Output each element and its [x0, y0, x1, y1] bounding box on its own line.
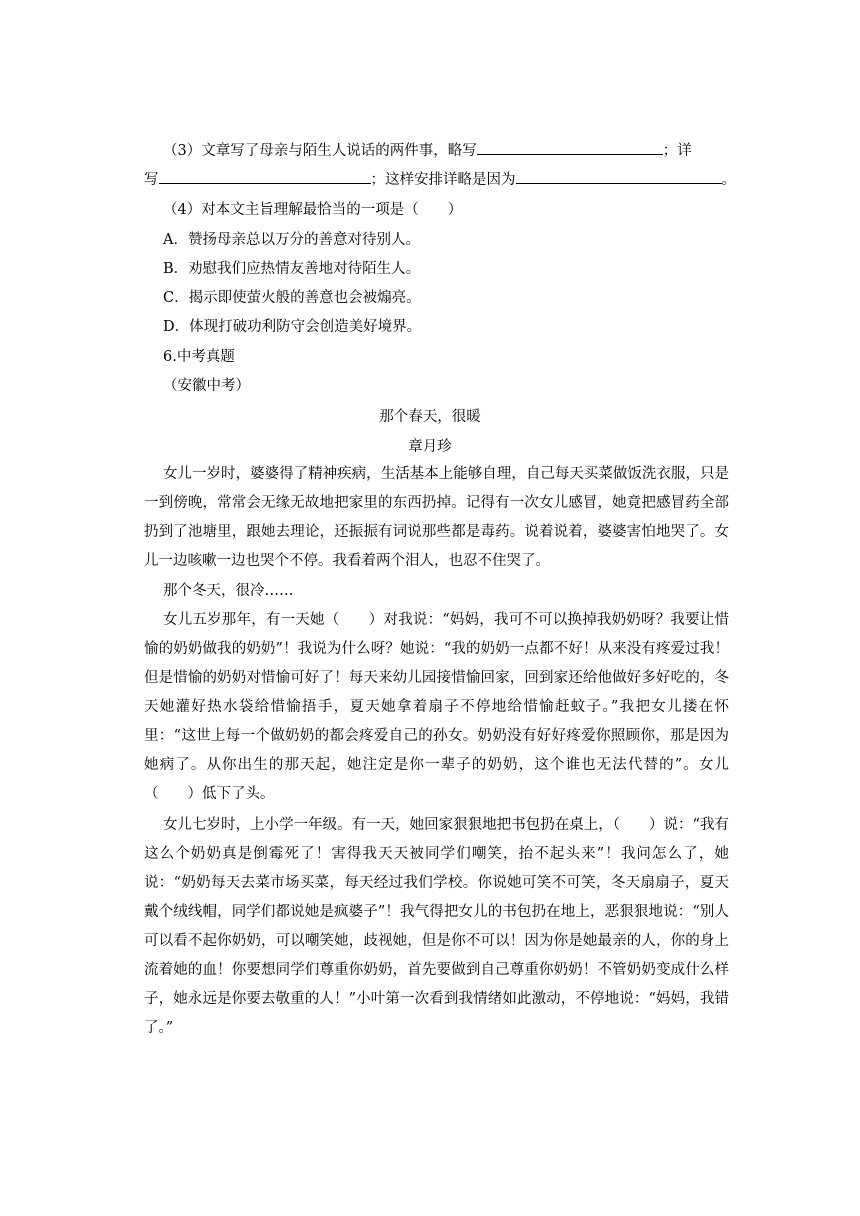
question-3-line-1: [163, 137, 743, 166]
option-b: B．劝慰我们应热情友善地对待陌生人。: [163, 261, 421, 277]
question-3-text: ；详: [662, 143, 692, 159]
answer-blank-3[interactable]: [516, 167, 722, 184]
answer-blank-2[interactable]: [159, 167, 371, 184]
question-3-text: 。: [721, 172, 736, 188]
article-author: 章月珍: [408, 439, 452, 455]
option-a: A．赞扬母亲总以万分的善意对待别人。: [163, 232, 420, 248]
answer-blank-1[interactable]: [477, 138, 663, 155]
section-heading: 6.中考真题: [163, 349, 235, 365]
question-3-text: ；这样安排详略是因为: [370, 172, 516, 188]
article-title: 那个春天，很暖: [379, 409, 481, 425]
question-4-stem: （4）对本文主旨理解最恰当的一项是（ ）: [163, 202, 463, 218]
source-label: （安徽中考）: [163, 378, 250, 394]
question-3-line-2: [144, 166, 736, 195]
article-paragraph: 女儿七岁时，上小学一年级。有一天，她回家狠狠地把书包扔在桌上，（ ）说：“我有这么个奶奶真是倒霉死了！害得我天天被同学们嘲笑，抬不起头来”！我问怎么了，她说：“奶奶每天去菜市场买菜，每天经过我们学校。你说她可笑不可笑，冬天扇扇子，夏天戴个绒线帽，同学们都说她是疯婆子”！我气得把女儿的书包扔在地上，恶狠狠地说：“别人可以看不起你奶奶，可以嘲笑她，歧视她，但是你不可以！因为你是她最亲的人，你的身上流着她的血！你要想同学们尊重你奶奶，首先要做到自己尊重你奶奶！不管奶奶变成什么样子，她永远是你要去敬重的人！”小叶第一次看到我情绪如此激动，不停地说：“妈妈，我错了。”: [144, 817, 729, 1036]
question-3-text: 写: [144, 172, 159, 188]
option-c: C．揭示即使萤火般的善意也会被煽亮。: [163, 290, 421, 306]
option-d: D．体现打破功利防守会创造美好境界。: [163, 319, 422, 335]
article-paragraph: 女儿一岁时，婆婆得了精神疾病，生活基本上能够自理，自己每天买菜做饭洗衣服，只是一到傍晚，常常会无缘无故地把家里的东西扔掉。记得有一次女儿感冒，她竟把感冒药全部扔到了池塘里，跟她去理论，还振振有词说那些都是毒药。说着说着，婆婆害怕地哭了。女儿一边咳嗽一边也哭个不停。我看着两个泪人，也忍不住哭了。: [144, 466, 729, 569]
article-paragraph: 女儿五岁那年，有一天她（ ）对我说：“妈妈，我可不可以换掉我奶奶呀？我要让惜愉的奶奶做我的奶奶”！我说为什么呀？她说：“我的奶奶一点都不好！从来没有疼爱过我！但是惜愉的奶奶对惜愉可好了！每天来幼儿园接惜愉回家，回到家还给他做好多好吃的，冬天她灌好热水袋给惜愉捂手，夏天她拿着扇子不停地给惜愉赶蚊子。”我把女儿搂在怀里：“这世上每一个做奶奶的都会疼爱自己的孙女。奶奶没有好好疼爱你照顾你，那是因为她病了。从你出生的那天起，她注定是你一辈子的奶奶，这个谁也无法代替的”。女儿（ ）低下了头。: [144, 612, 729, 802]
question-3-prefix: （3）文章写了母亲与陌生人说话的两件事，略写: [163, 143, 477, 159]
article-paragraph: 那个冬天，很冷……: [163, 583, 294, 599]
